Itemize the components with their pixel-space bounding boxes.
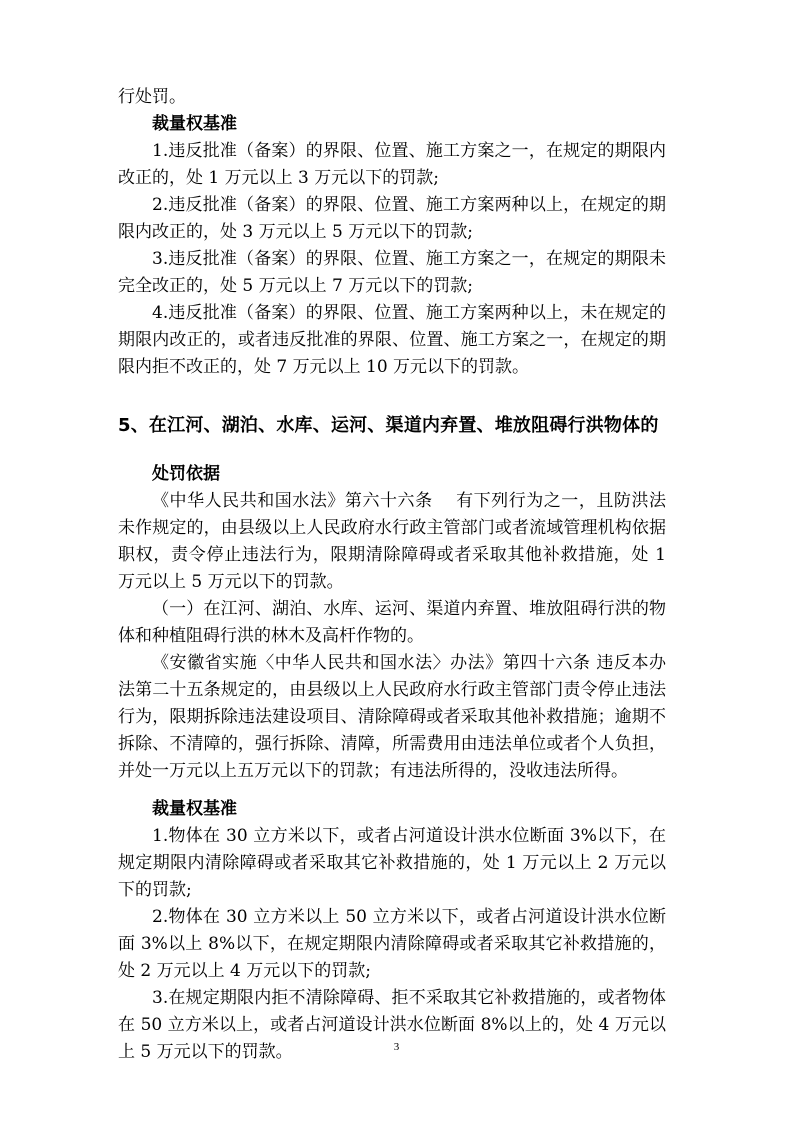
discretion-item: 3.在规定期限内拒不清除障碍、拒不采取其它补救措施的，或者物体在 50 立方米以上，或者占河道设计洪水位断面 8%以上的，处 4 万元以上 5 万元以下的罚款。 <box>118 988 666 1062</box>
discretion-item: 1.违反批准（备案）的界限、位置、施工方案之一，在规定的期限内改正的，处 1 万元以上 3 万元以下的罚款; <box>118 141 666 188</box>
discretion-heading: 裁量权基准 <box>152 799 237 819</box>
discretion-item: 2.物体在 30 立方米以上 50 立方米以下，或者占河道设计洪水位断面 3%以上 8%以下，在规定期限内清除障碍或者采取其它补救措施的，处 2 万元以上 4 万元以下的罚款; <box>118 907 666 981</box>
discretion-item: 4.违反批准（备案）的界限、位置、施工方案两种以上，未在规定的期限内改正的，或者违反批准的界限、位置、施工方案之一，在规定的期限内拒不改正的，处 7 万元以上 10 万元以下的罚款。 <box>118 303 666 377</box>
section-title: 5、在江河、湖泊、水库、运河、渠道内弃置、堆放阻碍行洪物体的 <box>118 415 659 436</box>
discretion-item: 1.物体在 30 立方米以下，或者占河道设计洪水位断面 3%以下，在规定期限内清除障碍或者采取其它补救措施的，处 1 万元以上 2 万元以下的罚款; <box>118 826 666 900</box>
discretion-heading: 裁量权基准 <box>152 114 237 134</box>
basis-heading: 处罚依据 <box>152 464 220 484</box>
continuation-text: 行处罚。 <box>118 87 186 107</box>
basis-paragraph: 《中华人民共和国水法》第六十六条 有下列行为之一，且防洪法未作规定的，由县级以上人民政府水行政主管部门或者流域管理机构依据职权，责令停止违法行为，限期清除障碍或者采取其他补救措施，处 1 万元以上 5 万元以下的罚款。 <box>118 491 666 592</box>
discretion-item: 2.违反批准（备案）的界限、位置、施工方案两种以上，在规定的期限内改正的，处 3 万元以上 5 万元以下的罚款; <box>118 195 666 242</box>
page-number: 3 <box>393 1041 400 1053</box>
discretion-item: 3.违反批准（备案）的界限、位置、施工方案之一，在规定的期限未完全改正的，处 5 万元以上 7 万元以下的罚款; <box>118 249 666 296</box>
basis-paragraph: （一）在江河、湖泊、水库、运河、渠道内弃置、堆放阻碍行洪的物体和种植阻碍行洪的林木及高杆作物的。 <box>118 599 666 646</box>
document-body <box>118 84 666 1066</box>
basis-paragraph: 《安徽省实施〈中华人民共和国水法〉办法》第四十六条 违反本办法第二十五条规定的，由县级以上人民政府水行政主管部门责令停止违法行为，限期拆除违法建设项目、清除障碍或者采取其他补救措施；逾期不拆除、不清障的，强行拆除、清障，所需费用由违法单位或者个人负担，并处一万元以上五万元以下的罚款；有违法所得的，没收违法所得。 <box>118 653 666 781</box>
